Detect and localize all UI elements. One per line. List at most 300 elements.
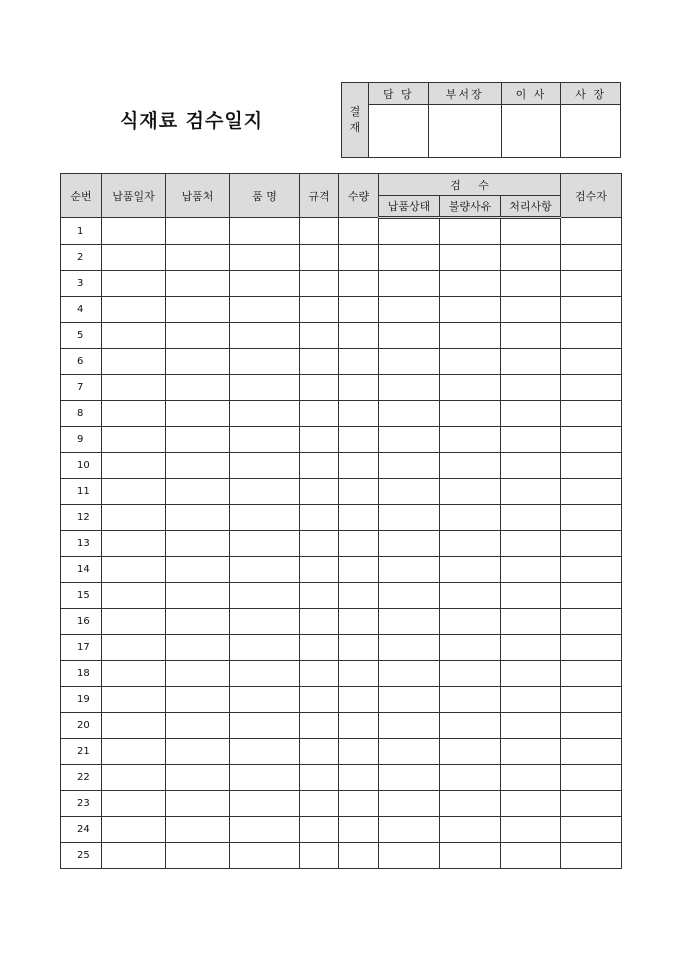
table-cell[interactable] [102, 505, 166, 531]
table-cell[interactable] [379, 453, 440, 479]
table-cell[interactable] [166, 661, 230, 687]
table-cell[interactable] [230, 713, 300, 739]
table-cell[interactable] [379, 817, 440, 843]
table-cell[interactable] [230, 739, 300, 765]
table-cell[interactable] [501, 297, 561, 323]
table-cell[interactable] [339, 687, 379, 713]
row-number: 11 [61, 479, 102, 505]
table-cell[interactable] [379, 687, 440, 713]
table-cell[interactable] [379, 583, 440, 609]
table-cell[interactable] [230, 245, 300, 271]
table-row [61, 245, 622, 271]
table-row [61, 661, 622, 687]
table-cell[interactable] [561, 245, 622, 271]
table-cell[interactable] [230, 453, 300, 479]
table-row [61, 765, 622, 791]
header-delivery-date: 납품일자 [102, 174, 166, 218]
table-cell[interactable] [339, 323, 379, 349]
table-cell[interactable] [102, 791, 166, 817]
table-cell[interactable] [300, 843, 339, 869]
table-cell[interactable] [379, 218, 440, 245]
table-cell[interactable] [230, 791, 300, 817]
table-cell[interactable] [379, 531, 440, 557]
approval-box [341, 82, 621, 158]
approval-sign-cell[interactable] [428, 105, 501, 158]
table-cell[interactable] [102, 245, 166, 271]
approval-header-dept-head: 부서장 [428, 83, 501, 105]
table-cell[interactable] [339, 817, 379, 843]
table-cell[interactable] [230, 427, 300, 453]
header-quantity: 수량 [339, 174, 379, 218]
table-cell[interactable] [440, 583, 501, 609]
table-cell[interactable] [230, 271, 300, 297]
table-cell[interactable] [561, 817, 622, 843]
table-cell[interactable] [561, 401, 622, 427]
table-cell[interactable] [166, 817, 230, 843]
row-number: 5 [61, 323, 102, 349]
table-cell[interactable] [501, 218, 561, 245]
table-cell[interactable] [339, 557, 379, 583]
table-cell[interactable] [102, 609, 166, 635]
table-cell[interactable] [339, 531, 379, 557]
table-cell[interactable] [102, 323, 166, 349]
table-cell[interactable] [501, 765, 561, 791]
header-delivery-status: 납품상태 [379, 196, 440, 218]
table-cell[interactable] [440, 505, 501, 531]
table-cell[interactable] [561, 713, 622, 739]
table-cell[interactable] [561, 323, 622, 349]
table-row [61, 271, 622, 297]
table-cell[interactable] [379, 297, 440, 323]
table-cell[interactable] [102, 583, 166, 609]
table-cell[interactable] [379, 557, 440, 583]
row-number: 12 [61, 505, 102, 531]
table-cell[interactable] [339, 297, 379, 323]
row-number: 21 [61, 739, 102, 765]
table-cell[interactable] [379, 739, 440, 765]
table-cell[interactable] [230, 765, 300, 791]
table-cell[interactable] [501, 843, 561, 869]
table-row [61, 583, 622, 609]
table-cell[interactable] [339, 635, 379, 661]
row-number: 24 [61, 817, 102, 843]
table-cell[interactable] [561, 661, 622, 687]
row-number: 13 [61, 531, 102, 557]
table-cell[interactable] [300, 375, 339, 401]
row-number: 22 [61, 765, 102, 791]
table-row [61, 531, 622, 557]
table-cell[interactable] [339, 271, 379, 297]
table-cell[interactable] [339, 401, 379, 427]
row-number: 15 [61, 583, 102, 609]
table-cell[interactable] [166, 245, 230, 271]
table-cell[interactable] [230, 687, 300, 713]
table-cell[interactable] [339, 661, 379, 687]
table-cell[interactable] [166, 271, 230, 297]
table-row [61, 557, 622, 583]
table-cell[interactable] [440, 323, 501, 349]
header-no: 순번 [61, 174, 102, 218]
table-cell[interactable] [561, 765, 622, 791]
table-cell[interactable] [166, 739, 230, 765]
table-cell[interactable] [379, 375, 440, 401]
table-row [61, 609, 622, 635]
table-cell[interactable] [166, 218, 230, 245]
table-cell[interactable] [379, 765, 440, 791]
table-cell[interactable] [166, 609, 230, 635]
header-spec: 규격 [300, 174, 339, 218]
approval-header-manager: 담 당 [369, 83, 429, 105]
table-cell[interactable] [102, 297, 166, 323]
table-cell[interactable] [166, 557, 230, 583]
page-title: 식재료 검수일지 [120, 110, 264, 132]
approval-side-char: 결 [349, 105, 361, 118]
table-row [61, 791, 622, 817]
table-cell[interactable] [440, 453, 501, 479]
table-cell[interactable] [379, 323, 440, 349]
table-cell[interactable] [501, 401, 561, 427]
table-cell[interactable] [300, 557, 339, 583]
table-row [61, 739, 622, 765]
table-cell[interactable] [440, 609, 501, 635]
table-cell[interactable] [300, 661, 339, 687]
table-cell[interactable] [300, 453, 339, 479]
row-number: 4 [61, 297, 102, 323]
table-row [61, 505, 622, 531]
table-row [61, 427, 622, 453]
table-cell[interactable] [440, 297, 501, 323]
table-cell[interactable] [230, 817, 300, 843]
header-defect-reason: 불량사유 [440, 196, 501, 218]
table-cell[interactable] [379, 661, 440, 687]
table-cell[interactable] [501, 505, 561, 531]
table-cell[interactable] [379, 791, 440, 817]
table-cell[interactable] [230, 323, 300, 349]
table-cell[interactable] [166, 713, 230, 739]
table-cell[interactable] [501, 635, 561, 661]
row-number: 14 [61, 557, 102, 583]
approval-header-president: 사 장 [561, 83, 621, 105]
table-cell[interactable] [230, 349, 300, 375]
table-cell[interactable] [166, 349, 230, 375]
table-row [61, 401, 622, 427]
table-cell[interactable] [230, 531, 300, 557]
row-number: 7 [61, 375, 102, 401]
table-cell[interactable] [501, 323, 561, 349]
table-cell[interactable] [102, 817, 166, 843]
table-cell[interactable] [561, 635, 622, 661]
table-cell[interactable] [102, 531, 166, 557]
table-cell[interactable] [166, 583, 230, 609]
approval-sign-cell[interactable] [369, 105, 429, 158]
table-cell[interactable] [230, 297, 300, 323]
table-cell[interactable] [440, 635, 501, 661]
table-cell[interactable] [379, 427, 440, 453]
table-cell[interactable] [379, 349, 440, 375]
table-row [61, 323, 622, 349]
approval-header-director: 이 사 [501, 83, 561, 105]
table-cell[interactable] [440, 427, 501, 453]
table-cell[interactable] [440, 218, 501, 245]
table-cell[interactable] [339, 791, 379, 817]
table-cell[interactable] [501, 453, 561, 479]
table-cell[interactable] [501, 583, 561, 609]
table-cell[interactable] [230, 505, 300, 531]
table-cell[interactable] [300, 791, 339, 817]
table-row [61, 479, 622, 505]
table-cell[interactable] [501, 427, 561, 453]
table-cell[interactable] [501, 479, 561, 505]
table-cell[interactable] [440, 375, 501, 401]
row-number: 9 [61, 427, 102, 453]
table-body [61, 218, 622, 869]
table-cell[interactable] [300, 635, 339, 661]
approval-sign-cell[interactable] [561, 105, 621, 158]
table-cell[interactable] [166, 791, 230, 817]
table-cell[interactable] [440, 479, 501, 505]
table-cell[interactable] [379, 843, 440, 869]
table-cell[interactable] [440, 713, 501, 739]
table-cell[interactable] [379, 245, 440, 271]
table-cell[interactable] [561, 843, 622, 869]
table-cell[interactable] [300, 479, 339, 505]
table-cell[interactable] [300, 505, 339, 531]
table-cell[interactable] [102, 843, 166, 869]
table-cell[interactable] [166, 453, 230, 479]
table-cell[interactable] [501, 713, 561, 739]
table-cell[interactable] [440, 401, 501, 427]
table-cell[interactable] [440, 739, 501, 765]
table-row [61, 687, 622, 713]
table-cell[interactable] [561, 583, 622, 609]
row-number: 20 [61, 713, 102, 739]
table-cell[interactable] [166, 843, 230, 869]
table-cell[interactable] [561, 687, 622, 713]
inspection-table [60, 173, 622, 869]
row-number: 16 [61, 609, 102, 635]
table-cell[interactable] [561, 557, 622, 583]
table-cell[interactable] [339, 479, 379, 505]
table-cell[interactable] [166, 401, 230, 427]
table-cell[interactable] [339, 349, 379, 375]
table-cell[interactable] [166, 297, 230, 323]
table-cell[interactable] [230, 557, 300, 583]
header-inspection-group: 검 수 [379, 174, 561, 196]
table-cell[interactable] [501, 531, 561, 557]
table-cell[interactable] [230, 218, 300, 245]
table-cell[interactable] [300, 687, 339, 713]
table-cell[interactable] [501, 375, 561, 401]
table-cell[interactable] [561, 505, 622, 531]
table-cell[interactable] [230, 843, 300, 869]
table-cell[interactable] [230, 401, 300, 427]
table-row [61, 349, 622, 375]
table-cell[interactable] [230, 583, 300, 609]
table-cell[interactable] [230, 635, 300, 661]
table-cell[interactable] [300, 323, 339, 349]
table-cell[interactable] [339, 609, 379, 635]
table-row [61, 713, 622, 739]
table-cell[interactable] [561, 531, 622, 557]
table-cell[interactable] [102, 271, 166, 297]
table-cell[interactable] [440, 687, 501, 713]
table-cell[interactable] [102, 218, 166, 245]
row-number: 1 [61, 218, 102, 245]
table-cell[interactable] [166, 375, 230, 401]
table-cell[interactable] [230, 375, 300, 401]
table-cell[interactable] [379, 609, 440, 635]
table-cell[interactable] [561, 349, 622, 375]
table-cell[interactable] [102, 557, 166, 583]
table-cell[interactable] [300, 427, 339, 453]
table-cell[interactable] [561, 739, 622, 765]
table-cell[interactable] [501, 791, 561, 817]
row-number: 3 [61, 271, 102, 297]
table-cell[interactable] [561, 453, 622, 479]
table-cell[interactable] [300, 245, 339, 271]
table-cell[interactable] [300, 713, 339, 739]
table-cell[interactable] [102, 713, 166, 739]
table-cell[interactable] [561, 297, 622, 323]
table-cell[interactable] [102, 661, 166, 687]
table-cell[interactable] [102, 375, 166, 401]
table-cell[interactable] [501, 271, 561, 297]
table-cell[interactable] [300, 271, 339, 297]
table-cell[interactable] [440, 817, 501, 843]
table-cell[interactable] [230, 479, 300, 505]
table-cell[interactable] [440, 791, 501, 817]
table-cell[interactable] [339, 245, 379, 271]
table-cell[interactable] [300, 817, 339, 843]
table-cell[interactable] [440, 245, 501, 271]
table-cell[interactable] [440, 349, 501, 375]
table-cell[interactable] [102, 479, 166, 505]
table-cell[interactable] [339, 375, 379, 401]
table-cell[interactable] [440, 271, 501, 297]
table-cell[interactable] [501, 245, 561, 271]
table-cell[interactable] [561, 609, 622, 635]
table-cell[interactable] [166, 765, 230, 791]
table-cell[interactable] [230, 609, 300, 635]
table-cell[interactable] [561, 375, 622, 401]
table-cell[interactable] [379, 401, 440, 427]
table-row [61, 817, 622, 843]
table-cell[interactable] [501, 661, 561, 687]
row-number: 25 [61, 843, 102, 869]
approval-side-char: 재 [349, 121, 361, 134]
table-cell[interactable] [300, 401, 339, 427]
table-cell[interactable] [440, 843, 501, 869]
table-cell[interactable] [339, 427, 379, 453]
table-cell[interactable] [339, 713, 379, 739]
table-cell[interactable] [300, 349, 339, 375]
table-cell[interactable] [102, 635, 166, 661]
table-cell[interactable] [379, 479, 440, 505]
table-cell[interactable] [166, 687, 230, 713]
table-cell[interactable] [339, 505, 379, 531]
table-cell[interactable] [440, 661, 501, 687]
table-cell[interactable] [501, 349, 561, 375]
table-cell[interactable] [300, 531, 339, 557]
row-number: 10 [61, 453, 102, 479]
table-cell[interactable] [166, 323, 230, 349]
table-cell[interactable] [561, 427, 622, 453]
table-cell[interactable] [379, 713, 440, 739]
table-cell[interactable] [379, 635, 440, 661]
approval-sign-cell[interactable] [501, 105, 561, 158]
table-cell[interactable] [379, 505, 440, 531]
row-number: 2 [61, 245, 102, 271]
table-cell[interactable] [300, 583, 339, 609]
row-number: 19 [61, 687, 102, 713]
table-row [61, 635, 622, 661]
table-cell[interactable] [300, 739, 339, 765]
table-row [61, 843, 622, 869]
table-cell[interactable] [339, 453, 379, 479]
table-row [61, 453, 622, 479]
table-cell[interactable] [339, 583, 379, 609]
table-cell[interactable] [440, 765, 501, 791]
table-cell[interactable] [501, 557, 561, 583]
table-cell[interactable] [166, 427, 230, 453]
table-cell[interactable] [102, 739, 166, 765]
table-cell[interactable] [561, 271, 622, 297]
table-cell[interactable] [102, 453, 166, 479]
approval-side-label [342, 83, 369, 158]
header-inspector: 검수자 [561, 174, 622, 218]
table-cell[interactable] [440, 531, 501, 557]
table-cell[interactable] [230, 661, 300, 687]
table-cell[interactable] [166, 635, 230, 661]
header-action-taken: 처리사항 [501, 196, 561, 218]
row-number: 18 [61, 661, 102, 687]
row-number: 17 [61, 635, 102, 661]
table-cell[interactable] [501, 817, 561, 843]
table-cell[interactable] [501, 609, 561, 635]
table-cell[interactable] [102, 349, 166, 375]
table-cell[interactable] [300, 609, 339, 635]
table-cell[interactable] [501, 739, 561, 765]
table-cell[interactable] [300, 297, 339, 323]
header-item: 품 명 [230, 174, 300, 218]
table-cell[interactable] [102, 427, 166, 453]
table-cell[interactable] [166, 505, 230, 531]
row-number: 23 [61, 791, 102, 817]
table-cell[interactable] [339, 765, 379, 791]
header-supplier: 납품처 [166, 174, 230, 218]
table-cell[interactable] [166, 479, 230, 505]
table-cell[interactable] [501, 687, 561, 713]
table-cell[interactable] [300, 765, 339, 791]
table-cell[interactable] [339, 739, 379, 765]
table-cell[interactable] [166, 531, 230, 557]
table-row [61, 218, 622, 245]
table-row [61, 375, 622, 401]
table-cell[interactable] [561, 218, 622, 245]
table-cell[interactable] [339, 843, 379, 869]
table-cell[interactable] [561, 791, 622, 817]
table-cell[interactable] [102, 687, 166, 713]
row-number: 8 [61, 401, 102, 427]
table-cell[interactable] [379, 271, 440, 297]
table-cell[interactable] [102, 401, 166, 427]
table-cell[interactable] [102, 765, 166, 791]
table-cell[interactable] [300, 218, 339, 245]
row-number: 6 [61, 349, 102, 375]
table-cell[interactable] [561, 479, 622, 505]
table-cell[interactable] [339, 218, 379, 245]
table-cell[interactable] [440, 557, 501, 583]
